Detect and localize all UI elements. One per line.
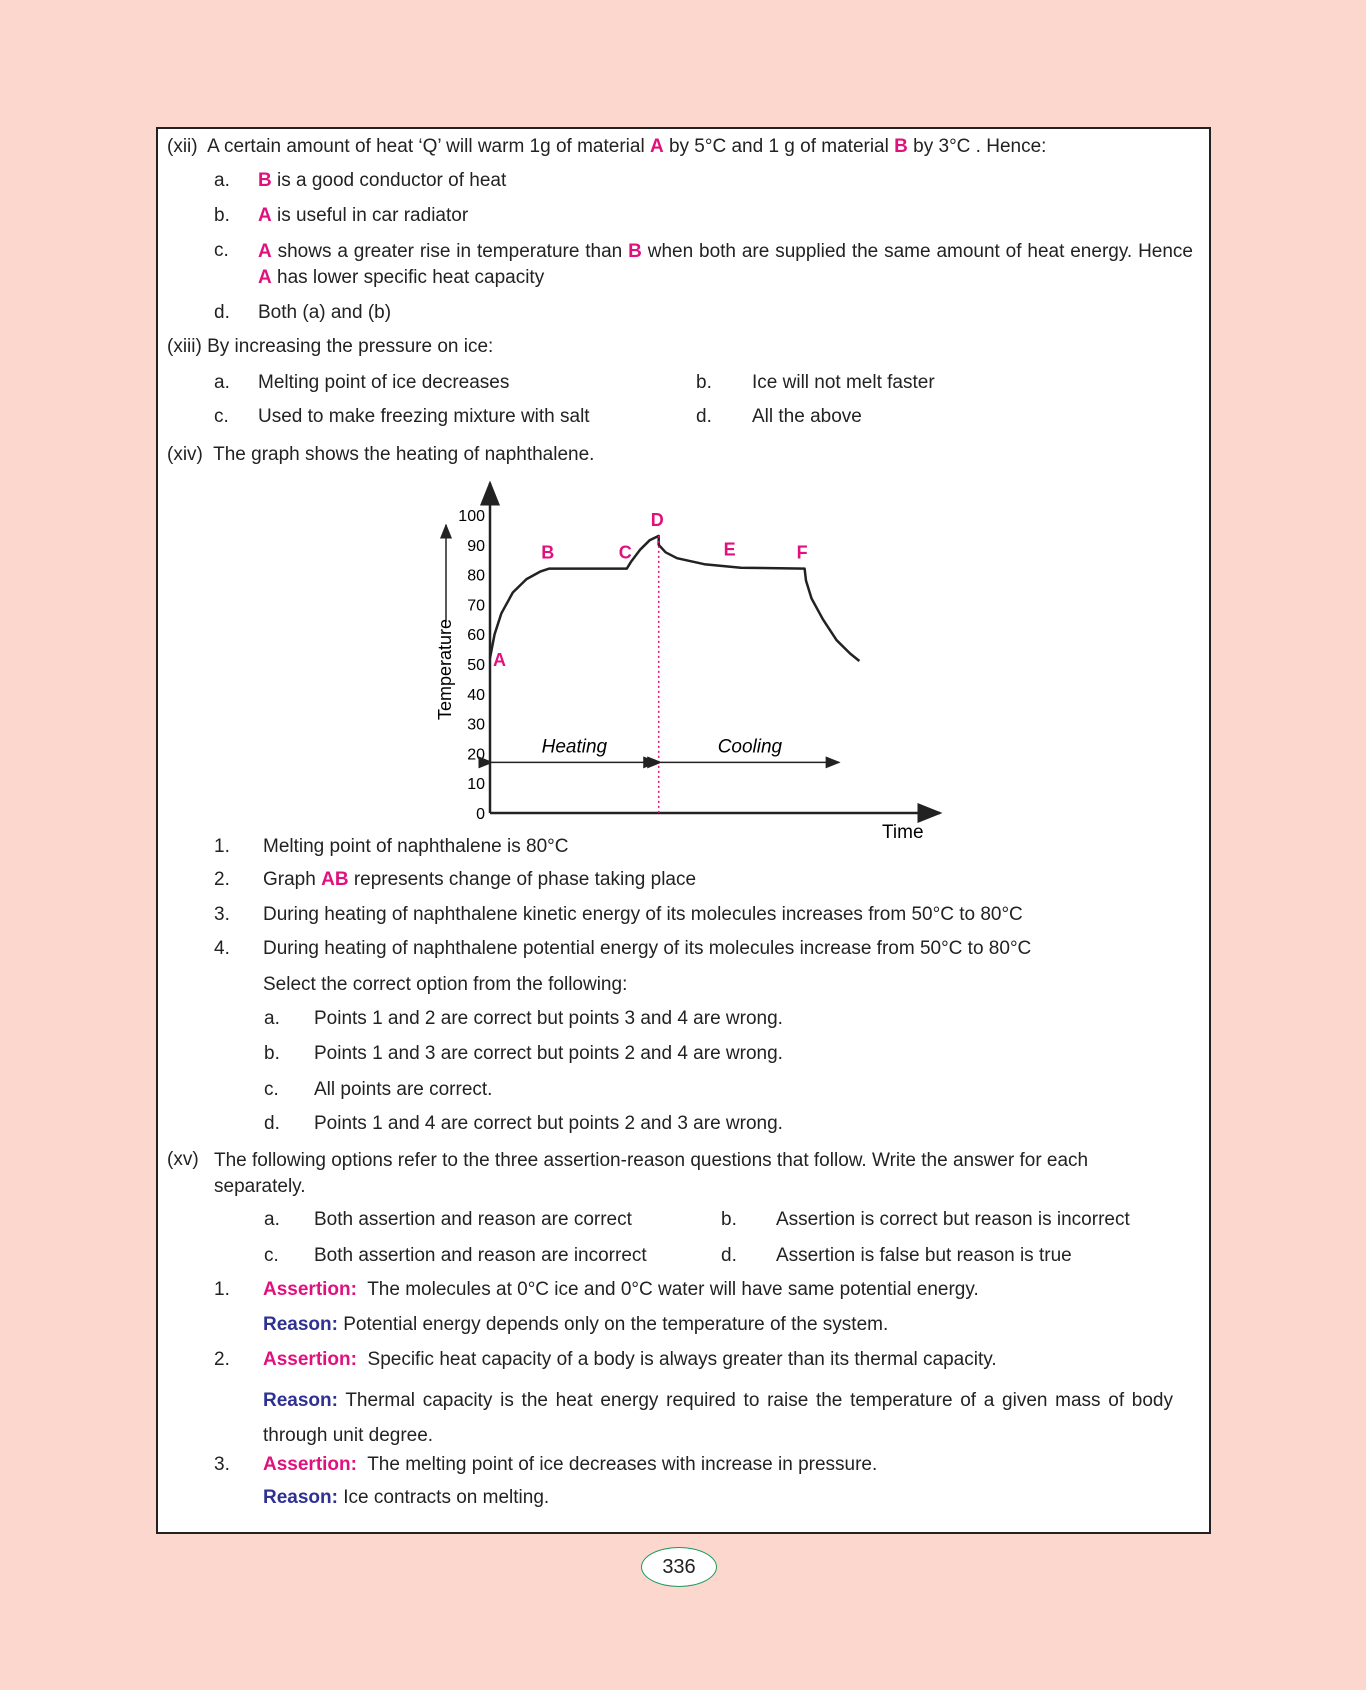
question-xv-stem: The following options refer to the three assertion-reason questions that follow. Write the answer for each separately. [214, 1150, 1089, 1197]
point-2-num: 2. [214, 869, 230, 890]
y-tick-label: 10 [467, 776, 485, 794]
point-1-num: 1. [214, 836, 230, 857]
option-c-text: All points are correct. [314, 1079, 493, 1100]
item-3-assertion: Assertion: The melting point of ice decreases with increase in pressure. [263, 1454, 878, 1475]
y-tick-label: 20 [467, 746, 485, 764]
point-label-F: F [796, 542, 808, 563]
option-d-text: Both (a) and (b) [258, 302, 392, 323]
option-a-text: Both assertion and reason are correct [314, 1209, 632, 1230]
option-c: c. [214, 240, 229, 261]
point-3-num: 3. [214, 904, 230, 925]
option-d: d. [214, 302, 230, 323]
option-a-text: Melting point of ice decreases [258, 372, 510, 393]
y-tick-label: 90 [467, 537, 485, 555]
naphthalene-heating-chart [0, 0, 1366, 840]
option-d-text: All the above [752, 406, 862, 427]
point-label-E: E [723, 539, 736, 560]
annotation-heating: Heating [541, 736, 608, 758]
option-a-text: Points 1 and 2 are correct but points 3 and 4 are wrong. [314, 1008, 783, 1029]
question-xii: (xii) A certain amount of heat ‘Q’ will warm 1g of material A by 5°C and 1 g of material B by 3°C . Hence: [167, 136, 1047, 157]
option-c: c. [214, 406, 229, 427]
option-d: d. [264, 1113, 280, 1134]
option-c-text: Both assertion and reason are incorrect [314, 1245, 647, 1266]
item-3-num: 3. [214, 1454, 230, 1475]
y-tick-label: 80 [467, 567, 485, 585]
option-d-text: Assertion is false but reason is true [776, 1245, 1072, 1266]
item-2-assertion: Assertion: Specific heat capacity of a body is always greater than its thermal capacity. [263, 1349, 997, 1370]
y-tick-label: 30 [467, 716, 485, 734]
y-tick-label: 70 [467, 597, 485, 615]
option-b: b. [721, 1209, 737, 1230]
item-2-num: 2. [214, 1349, 230, 1370]
option-c: c. [264, 1245, 279, 1266]
option-b: b. [696, 372, 712, 393]
option-a: a. [264, 1008, 280, 1029]
option-b-text: Points 1 and 3 are correct but points 2 and 4 are wrong. [314, 1043, 783, 1064]
point-1-text: Melting point of naphthalene is 80°C [263, 836, 569, 857]
question-xiii: (xiii) By increasing the pressure on ice: [167, 336, 494, 357]
point-label-B: B [541, 542, 555, 563]
x-axis-label: Time [882, 822, 924, 840]
point-4-num: 4. [214, 938, 230, 959]
option-b-text: Assertion is correct but reason is incorrect [776, 1209, 1130, 1230]
annotation-cooling: Cooling [717, 736, 783, 758]
option-c-text: A shows a greater rise in temperature than B when both are supplied the same amount of heat energy. Hence A has lower specific heat capacity [258, 241, 1193, 288]
item-1-assertion: Assertion: The molecules at 0°C ice and 0°C water will have same potential energy. [263, 1279, 979, 1300]
item-1-num: 1. [214, 1279, 230, 1300]
option-a: a. [214, 372, 230, 393]
point-label-C: C [618, 542, 632, 563]
option-b: b. [264, 1043, 280, 1064]
select-instruction: Select the correct option from the following: [263, 974, 628, 995]
y-tick-label: 40 [467, 686, 485, 704]
y-tick-label: 100 [458, 508, 485, 525]
item-1-reason: Reason: Potential energy depends only on the temperature of the system. [263, 1314, 889, 1335]
question-xiv: (xiv) The graph shows the heating of naphthalene. [167, 444, 595, 465]
option-a: a. [264, 1209, 280, 1230]
option-b-text: A is useful in car radiator [258, 205, 469, 226]
option-a: a. [214, 170, 230, 191]
item-2-reason: Reason: Thermal capacity is the heat energy required to raise the temperature of a given mass of body through unit degree. [263, 1390, 1173, 1446]
option-d-text: Points 1 and 4 are correct but points 2 and 3 are wrong. [314, 1113, 783, 1134]
y-tick-label: 60 [467, 627, 485, 645]
point-2-text: Graph AB represents change of phase taking place [263, 869, 697, 890]
option-b: b. [214, 205, 230, 226]
point-3-text: During heating of naphthalene kinetic energy of its molecules increases from 50°C to 80°C [263, 904, 1023, 925]
option-a-text: B is a good conductor of heat [258, 170, 507, 191]
option-c: c. [264, 1079, 279, 1100]
page-number: 336 [641, 1547, 717, 1587]
y-axis-label: Temperature [435, 618, 455, 720]
point-label-D: D [650, 509, 664, 530]
option-d: d. [696, 406, 712, 427]
item-3-reason: Reason: Ice contracts on melting. [263, 1487, 550, 1508]
option-c-text: Used to make freezing mixture with salt [258, 406, 590, 427]
question-xv-num: (xv) [167, 1149, 199, 1170]
point-4-text: During heating of naphthalene potential energy of its molecules increase from 50°C to 80°C [263, 938, 1032, 959]
y-tick-label: 0 [476, 806, 485, 823]
option-b-text: Ice will not melt faster [752, 372, 935, 393]
y-tick-label: 50 [467, 657, 485, 674]
option-d: d. [721, 1245, 737, 1266]
point-label-A: A [493, 650, 506, 671]
